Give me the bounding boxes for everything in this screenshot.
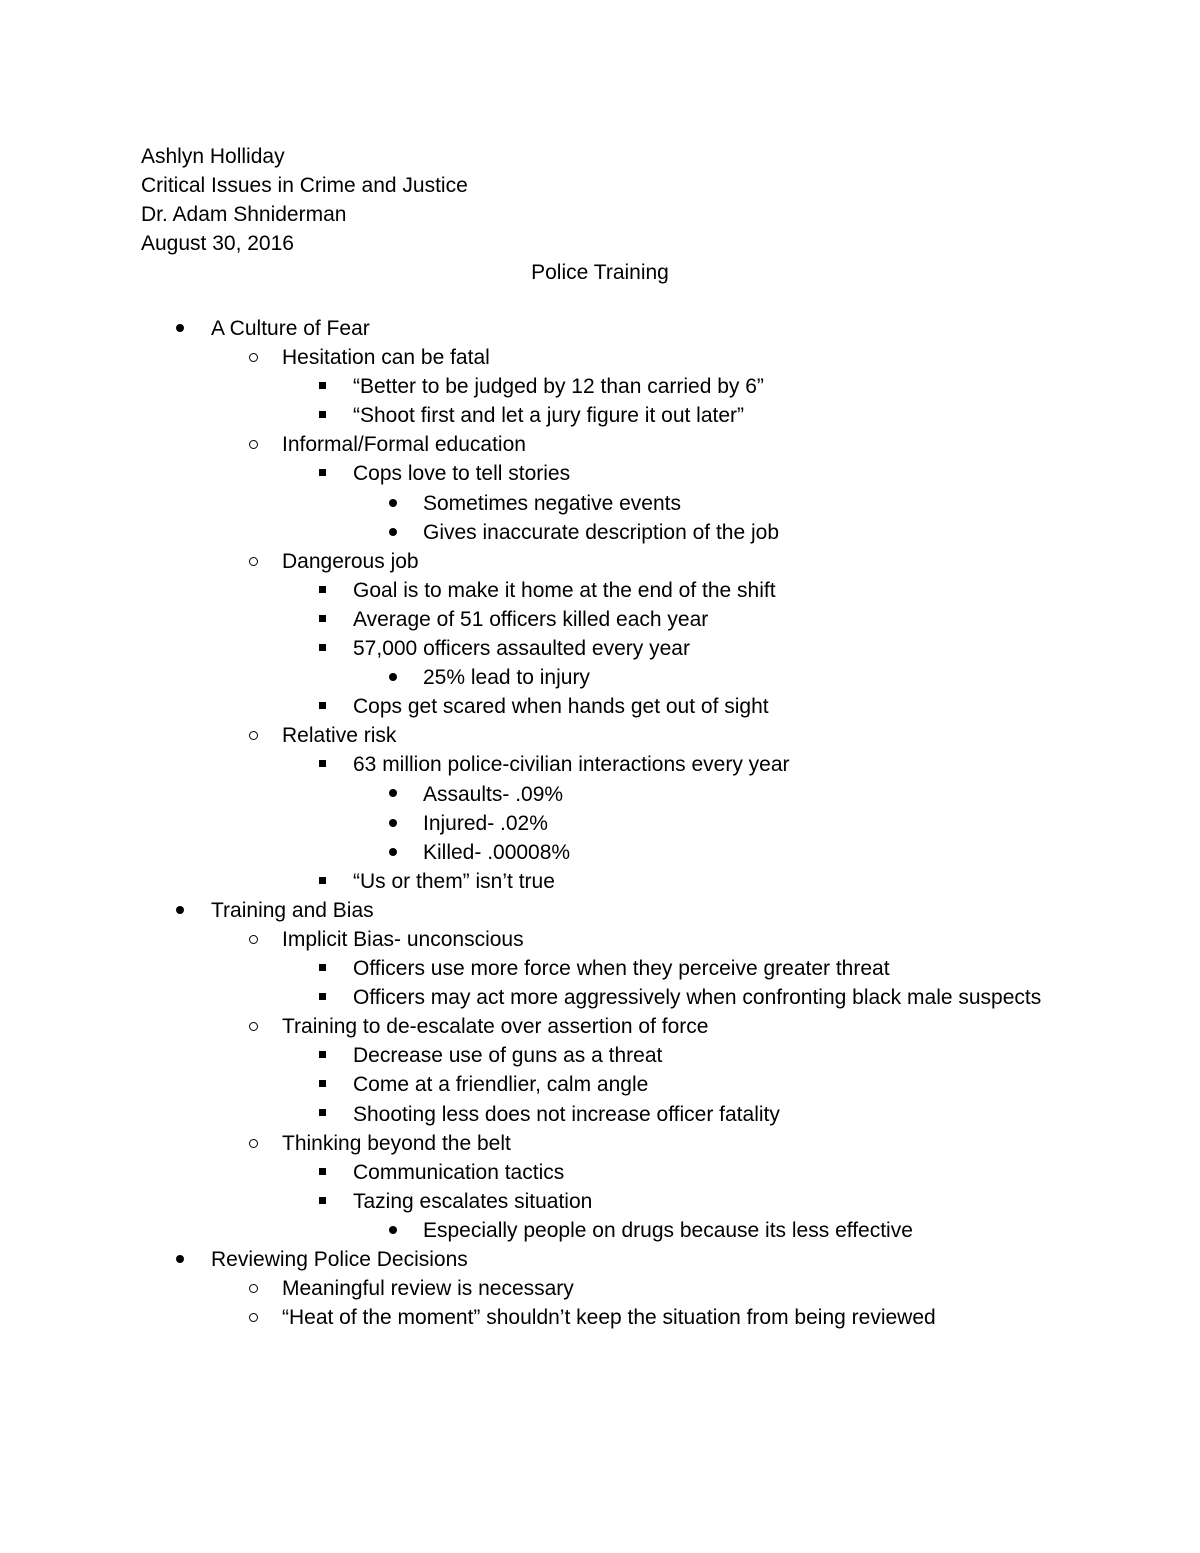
- outline-item-level-1: [0, 1245, 1200, 1274]
- bullet-dot-icon: [383, 780, 403, 809]
- bullet-dot-icon: [383, 518, 403, 547]
- outline-item-text: Meaningful review is necessary: [282, 1277, 574, 1301]
- author-name: Ashlyn Holliday: [141, 145, 285, 168]
- outline-item-text: Tazing escalates situation: [353, 1189, 593, 1213]
- outline-item-text: “Us or them” isn’t true: [353, 869, 555, 893]
- bullet-dot-icon: [383, 809, 403, 838]
- outline-item-level-3: [0, 867, 1200, 896]
- outline-item-text: Dangerous job: [282, 549, 419, 573]
- outline-item-text: A Culture of Fear: [211, 317, 370, 340]
- outline-item-text: “Heat of the moment” shouldn’t keep the situation from being reviewed: [282, 1306, 936, 1330]
- bullet-circle-icon: [243, 925, 263, 954]
- outline-item-text: “Better to be judged by 12 than carried by 6”: [353, 375, 764, 399]
- outline-item-text: 63 million police-civilian interactions every year: [353, 753, 790, 777]
- bullet-dot-icon: [383, 663, 403, 692]
- bullet-circle-icon: [243, 547, 263, 576]
- bullet-square-icon: [312, 605, 332, 634]
- outline-item-level-3: [0, 692, 1200, 721]
- outline-item-text: Training and Bias: [211, 898, 374, 922]
- bullet-circle-icon: [243, 343, 263, 372]
- outline-item-text: Implicit Bias- unconscious: [282, 927, 524, 951]
- outline-item-text: Communication tactics: [353, 1160, 565, 1184]
- outline-item-text: Officers use more force when they perceive greater threat: [353, 957, 890, 981]
- outline-item-level-1: [0, 314, 1200, 343]
- bullet-square-icon: [312, 1100, 332, 1129]
- outline-item-text: Officers may act more aggressively when confronting black male suspects: [353, 986, 1042, 1010]
- outline-item-text: 25% lead to injury: [423, 666, 590, 690]
- bullet-square-icon: [312, 459, 332, 488]
- bullet-square-icon: [312, 750, 332, 779]
- outline-item-level-3: [0, 1158, 1200, 1187]
- document-title: Police Training: [531, 261, 669, 284]
- outline-item-text: Thinking beyond the belt: [282, 1131, 511, 1155]
- outline-item-level-1: [0, 896, 1200, 925]
- outline-item-level-3: [0, 1070, 1200, 1099]
- outline-item-text: Shooting less does not increase officer fatality: [353, 1102, 780, 1126]
- outline-item-level-4: [0, 663, 1200, 692]
- outline-item-level-4: [0, 518, 1200, 547]
- outline-item-level-4: [0, 1216, 1200, 1245]
- notes-outline: [0, 314, 1200, 1332]
- bullet-square-icon: [312, 401, 332, 430]
- outline-item-level-3: [0, 372, 1200, 401]
- outline-item-level-3: [0, 1041, 1200, 1070]
- bullet-square-icon: [312, 634, 332, 663]
- outline-item-text: Injured- .02%: [423, 811, 548, 835]
- outline-item-text: Killed- .00008%: [423, 840, 571, 864]
- bullet-circle-icon: [243, 1274, 263, 1303]
- outline-item-level-4: [0, 489, 1200, 518]
- outline-item-text: Relative risk: [282, 724, 397, 748]
- outline-item-text: Cops get scared when hands get out of sight: [353, 695, 769, 719]
- bullet-square-icon: [312, 1070, 332, 1099]
- outline-item-text: “Shoot first and let a jury figure it out later”: [353, 404, 745, 428]
- bullet-dot-icon: [383, 838, 403, 867]
- outline-item-level-2: [0, 343, 1200, 372]
- bullet-square-icon: [312, 1158, 332, 1187]
- outline-item-text: Decrease use of guns as a threat: [353, 1044, 663, 1068]
- outline-item-level-3: [0, 605, 1200, 634]
- outline-item-text: Reviewing Police Decisions: [211, 1248, 468, 1271]
- outline-item-level-4: [0, 780, 1200, 809]
- bullet-square-icon: [312, 692, 332, 721]
- bullet-dot-icon: [170, 314, 190, 343]
- outline-item-text: Assaults- .09%: [423, 782, 564, 806]
- bullet-circle-icon: [243, 430, 263, 459]
- outline-item-text: Informal/Formal education: [282, 433, 526, 457]
- outline-item-text: Cops love to tell stories: [353, 462, 571, 486]
- bullet-square-icon: [312, 867, 332, 896]
- outline-item-level-3: [0, 1187, 1200, 1216]
- outline-item-text: Come at a friendlier, calm angle: [353, 1073, 649, 1097]
- bullet-circle-icon: [243, 1012, 263, 1041]
- outline-item-level-3: [0, 576, 1200, 605]
- outline-item-level-2: [0, 1129, 1200, 1158]
- bullet-dot-icon: [170, 1245, 190, 1274]
- outline-item-level-3: [0, 459, 1200, 488]
- document-date: August 30, 2016: [141, 232, 294, 255]
- outline-item-text: Sometimes negative events: [423, 491, 681, 515]
- outline-item-level-3: [0, 1100, 1200, 1129]
- bullet-circle-icon: [243, 1303, 263, 1332]
- outline-item-level-2: [0, 430, 1200, 459]
- document-header: [141, 142, 468, 258]
- bullet-square-icon: [312, 1187, 332, 1216]
- outline-item-text: 57,000 officers assaulted every year: [353, 637, 690, 661]
- bullet-square-icon: [312, 1041, 332, 1070]
- outline-item-level-2: [0, 1303, 1200, 1332]
- bullet-dot-icon: [383, 489, 403, 518]
- outline-item-level-3: [0, 983, 1200, 1012]
- bullet-dot-icon: [170, 896, 190, 925]
- outline-item-level-2: [0, 1012, 1200, 1041]
- outline-item-level-2: [0, 721, 1200, 750]
- outline-item-text: Goal is to make it home at the end of the shift: [353, 578, 776, 602]
- outline-item-text: Gives inaccurate description of the job: [423, 520, 780, 544]
- outline-item-level-3: [0, 634, 1200, 663]
- outline-item-text: Training to de-escalate over assertion of force: [282, 1015, 709, 1039]
- outline-item-level-2: [0, 1274, 1200, 1303]
- outline-item-level-3: [0, 954, 1200, 983]
- outline-item-level-4: [0, 838, 1200, 867]
- outline-item-text: Average of 51 officers killed each year: [353, 607, 709, 631]
- bullet-square-icon: [312, 983, 332, 1012]
- outline-item-text: Especially people on drugs because its less effective: [423, 1218, 913, 1242]
- bullet-circle-icon: [243, 721, 263, 750]
- bullet-circle-icon: [243, 1129, 263, 1158]
- outline-item-text: Hesitation can be fatal: [282, 346, 490, 370]
- outline-item-level-2: [0, 547, 1200, 576]
- bullet-dot-icon: [383, 1216, 403, 1245]
- bullet-square-icon: [312, 954, 332, 983]
- outline-item-level-4: [0, 809, 1200, 838]
- outline-item-level-2: [0, 925, 1200, 954]
- outline-item-level-3: [0, 401, 1200, 430]
- instructor-name: Dr. Adam Shniderman: [141, 203, 347, 226]
- bullet-square-icon: [312, 576, 332, 605]
- outline-item-level-3: [0, 750, 1200, 779]
- course-name: Critical Issues in Crime and Justice: [141, 174, 468, 197]
- bullet-square-icon: [312, 372, 332, 401]
